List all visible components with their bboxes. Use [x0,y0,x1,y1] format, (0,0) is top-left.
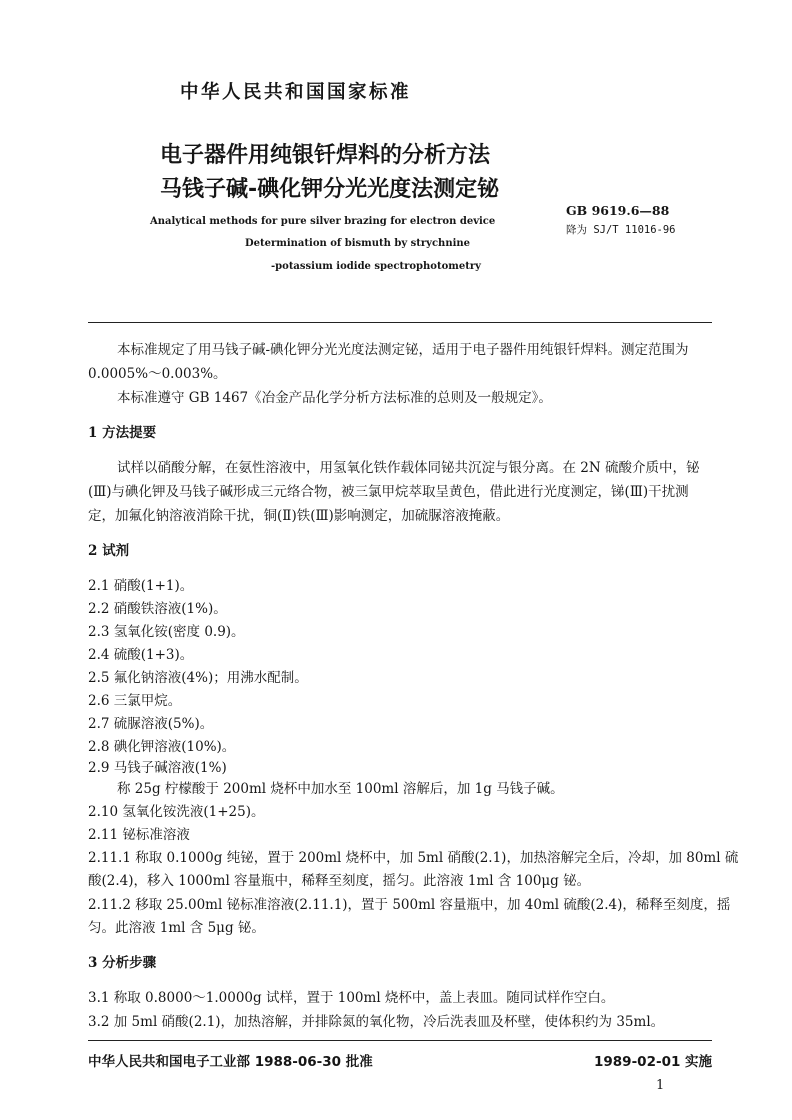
section-1-line-2: (Ⅲ)与碘化钾及马钱子碱形成三元络合物，被三氯甲烷萃取呈黄色，借此进行光度测定，锑(Ⅲ)干扰测 [88,484,689,500]
reagent-item: 2.2 硝酸铁溶液(1%)。 [88,601,227,617]
page-number: 1 [656,1078,665,1093]
english-title-line-2: Determination of bismuth by strychnine [245,238,471,249]
english-title-line-1: Analytical methods for pure silver brazing for electron device [150,216,496,227]
reagent-item: 2.9 马钱子碱溶液(1%) [88,760,227,776]
reagent-item-2-11-2-line-2: 匀。此溶液 1ml 含 5μg 铋。 [88,920,265,936]
reagent-item: 2.1 硝酸(1+1)。 [88,578,194,594]
intro-paragraph-1-line-2: 0.0005%～0.003%。 [88,366,227,382]
standard-code: GB 9619.6—88 [566,203,670,218]
implementation-date: 1989-02-01 实施 [594,1054,713,1070]
reagent-item-2-11-2-line-1: 2.11.2 移取 25.00ml 铋标准溶液(2.11.1)，置于 500ml 容量瓶中，加 40ml 硫酸(2.4)，稀释至刻度，摇 [88,897,731,913]
section-1-line-3: 定，加氟化钠溶液消除干扰，铜(Ⅱ)铁(Ⅲ)影响测定，加硫脲溶液掩蔽。 [88,508,510,524]
reagent-item: 2.8 碘化钾溶液(10%)。 [88,739,236,755]
reagent-item: 2.4 硫酸(1+3)。 [88,647,194,663]
reagent-item-2-11-1-line-1: 2.11.1 称取 0.1000g 纯铋，置于 200ml 烧杯中，加 5ml 硝酸(2.1)，加热溶解完全后，冷却，加 80ml 硫 [88,850,739,866]
reagent-item-2-11: 2.11 铋标准溶液 [88,827,190,843]
section-2-heading: 2 试剂 [88,543,130,559]
header-divider [88,322,712,323]
replacement-note: 降为 SJ/T 11016-96 [566,224,676,236]
reagent-item: 2.5 氟化钠溶液(4%)；用沸水配制。 [88,670,308,686]
standard-title: 中华人民共和国国家标准 [180,82,412,103]
section-1-heading: 1 方法提要 [88,425,157,441]
section-3-heading: 3 分析步骤 [88,955,157,971]
reagent-item: 2.7 硫脲溶液(5%)。 [88,716,214,732]
footer-divider [88,1040,712,1041]
section-1-line-1: 试样以硝酸分解，在氨性溶液中，用氢氧化铁作载体同铋共沉淀与银分离。在 2N 硫酸介质中，铋 [117,460,700,476]
chinese-title-line-2: 马钱子碱-碘化钾分光光度法测定铋 [160,177,500,202]
intro-paragraph-1-line-1: 本标准规定了用马钱子碱-碘化钾分光光度法测定铋，适用于电子器件用纯银钎焊料。测定范围为 [117,342,689,358]
reagent-item: 2.6 三氯甲烷。 [88,693,182,709]
chinese-title-line-1: 电子器件用纯银钎焊料的分析方法 [160,143,491,168]
approval-note: 中华人民共和国电子工业部 1988-06-30 批准 [88,1054,373,1070]
reagent-item-2-9-note: 称 25g 柠檬酸于 200ml 烧杯中加水至 100ml 溶解后，加 1g 马钱子碱。 [117,781,564,797]
reagent-item: 2.3 氢氧化铵(密度 0.9)。 [88,624,245,640]
english-title-line-3: -potassium iodide spectrophotometry [271,261,481,272]
reagent-item-2-10: 2.10 氢氧化铵洗液(1+25)。 [88,804,265,820]
intro-paragraph-2: 本标准遵守 GB 1467《冶金产品化学分析方法标准的总则及一般规定》。 [117,390,552,406]
procedure-step-3-2: 3.2 加 5ml 硝酸(2.1)，加热溶解，并排除氮的氧化物，冷后洗表皿及杯壁，使体积约为 35ml。 [88,1014,665,1030]
procedure-step-3-1: 3.1 称取 0.8000～1.0000g 试样，置于 100ml 烧杯中，盖上表皿。随同试样作空白。 [88,990,615,1006]
reagent-item-2-11-1-line-2: 酸(2.4)，移入 1000ml 容量瓶中，稀释至刻度，摇匀。此溶液 1ml 含 100μg 铋。 [88,873,591,889]
